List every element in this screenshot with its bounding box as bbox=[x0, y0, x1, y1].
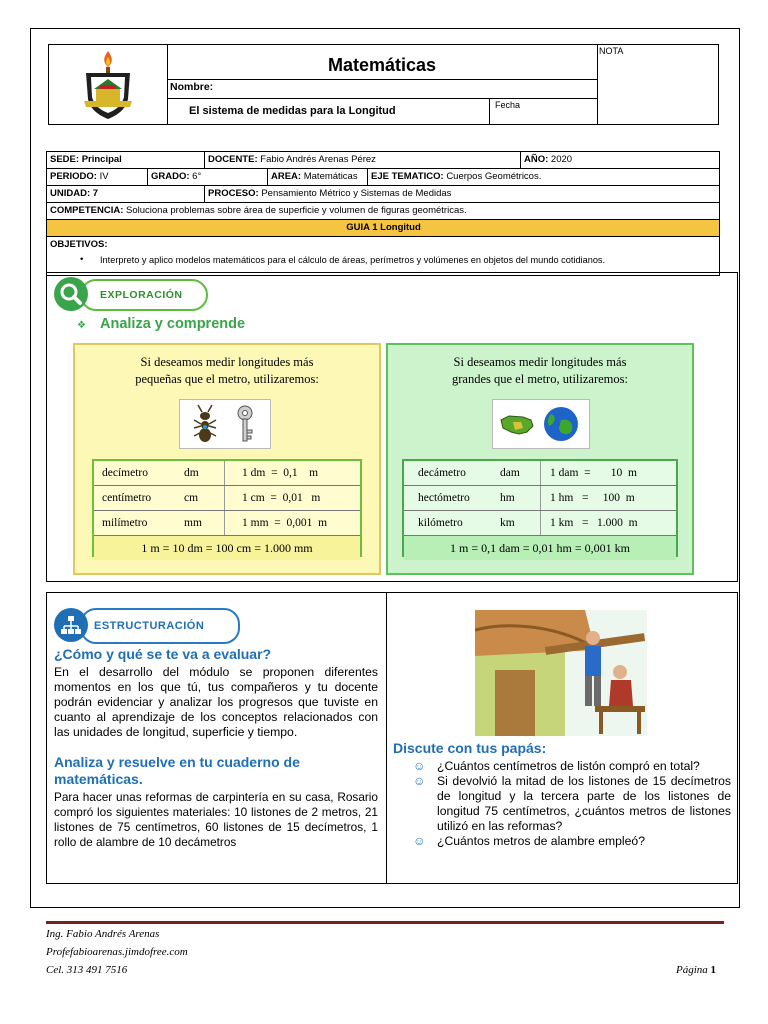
estructuracion-badge bbox=[80, 608, 240, 644]
ano-cell bbox=[520, 152, 720, 168]
competencia-value: Soluciona problemas sobre área de superficie y volumen de figuras geométricas. bbox=[126, 205, 467, 216]
school-crest-logo bbox=[78, 49, 138, 121]
fecha-label: Fecha bbox=[495, 100, 521, 110]
unit-symbol: hm bbox=[500, 492, 515, 504]
ant-icon bbox=[194, 405, 216, 442]
unit-symbol: cm bbox=[184, 492, 199, 504]
small-objects-image bbox=[179, 399, 271, 449]
evaluation-text: En el desarrollo del módulo se proponen diferentes momentos en los que tú, tus compañeros y tu docente podrán evidenciar y analizar los progresos que tuviste en cuanto al aprendizaje de los conceptos relacionados con las unidades de longitud, superficie y tiempo. bbox=[54, 665, 378, 739]
unidad-cell bbox=[47, 186, 204, 202]
divider bbox=[540, 511, 541, 535]
divider bbox=[224, 461, 225, 485]
unidad-value: 7 bbox=[92, 188, 99, 199]
org-chart-glyph bbox=[54, 608, 88, 642]
proceso-cell bbox=[204, 186, 720, 202]
unit-equivalence: 1 km = 1.000 m bbox=[550, 517, 638, 529]
evaluation-heading: ¿Cómo y qué se te va a evaluar? bbox=[54, 646, 272, 662]
guia-row bbox=[47, 220, 719, 237]
info-row bbox=[47, 186, 719, 203]
smiley-icon: ☺ bbox=[413, 759, 426, 773]
periodo-value: IV bbox=[99, 171, 109, 182]
periodo-cell bbox=[47, 169, 147, 185]
area-value: Matemáticas bbox=[303, 171, 358, 182]
unit-name: kilómetro bbox=[418, 517, 463, 529]
carpenters-picture bbox=[475, 610, 647, 736]
divider bbox=[386, 593, 387, 883]
task-heading: Analiza y resuelve en tu cuaderno de matemáticas. bbox=[54, 754, 300, 787]
ano-value: 2020 bbox=[550, 154, 573, 165]
divider bbox=[167, 98, 597, 99]
questions-list bbox=[413, 759, 731, 849]
divider bbox=[224, 511, 225, 535]
smiley-icon: ☺ bbox=[413, 774, 426, 788]
multiples-total: 1 m = 0,1 dam = 0,01 hm = 0,001 km bbox=[404, 536, 676, 560]
task-text: Para hacer unas reformas de carpintería en su casa, Rosario compró los siguientes materiales: 10 listones de 2 metros, 21 listones de 75 centímetros, 60 listones de 15 decímetros, 1 rollo de alambre de 10 decámetros bbox=[54, 790, 378, 849]
unit-symbol: dm bbox=[184, 467, 199, 479]
org-chart-icon bbox=[54, 608, 88, 642]
periodo-label: PERIODO: bbox=[50, 171, 97, 182]
area-label: AREA: bbox=[271, 171, 302, 182]
divider bbox=[540, 486, 541, 510]
multiples-intro-1: Si deseamos medir longitudes más bbox=[453, 355, 627, 369]
submultiples-intro-1: Si deseamos medir longitudes más bbox=[140, 355, 314, 369]
docente-label: DOCENTE: bbox=[208, 154, 258, 165]
nota-label: NOTA bbox=[599, 46, 624, 56]
diamond-bullet-icon: ❖ bbox=[77, 320, 86, 331]
question-item bbox=[413, 834, 731, 849]
divider bbox=[224, 486, 225, 510]
divider bbox=[540, 461, 541, 485]
course-info-table bbox=[46, 151, 720, 276]
unit-name: milímetro bbox=[102, 517, 148, 529]
divider bbox=[167, 79, 597, 80]
exploracion-badge bbox=[80, 279, 208, 311]
docente-value: Fabio Andrés Arenas Pérez bbox=[260, 154, 376, 165]
eje-cell bbox=[367, 169, 720, 185]
exploracion-badge-label: EXPLORACIÓN bbox=[100, 289, 183, 301]
submultiples-table bbox=[92, 459, 362, 557]
page-number: 1 bbox=[710, 964, 717, 976]
ano-label: AÑO: bbox=[524, 154, 549, 165]
ant-key-picture bbox=[180, 400, 270, 448]
grado-cell bbox=[147, 169, 267, 185]
unit-row bbox=[404, 486, 676, 511]
unit-equivalence: 1 mm = 0,001 m bbox=[242, 517, 328, 529]
submultiples-intro-2: pequeñas que el metro, utilizaremos: bbox=[135, 372, 319, 386]
info-row bbox=[47, 203, 719, 220]
globe-icon bbox=[544, 407, 578, 441]
unit-symbol: mm bbox=[184, 517, 202, 529]
competencia-label: COMPETENCIA: bbox=[50, 205, 124, 216]
unit-row bbox=[94, 486, 360, 511]
footer-author: Ing. Fabio Andrés Arenas bbox=[46, 928, 160, 940]
unidad-label: UNIDAD: bbox=[50, 188, 91, 199]
info-row bbox=[47, 152, 719, 169]
unit-name: hectómetro bbox=[418, 492, 470, 504]
eje-value: Cuerpos Geométricos. bbox=[446, 171, 542, 182]
footer-phone: Cel. 313 491 7516 bbox=[46, 964, 128, 976]
estructuracion-badge-label: ESTRUCTURACIÓN bbox=[94, 620, 205, 632]
footer-divider bbox=[46, 921, 724, 924]
map-globe-picture bbox=[493, 400, 589, 448]
country-map-icon bbox=[501, 416, 533, 434]
info-row bbox=[47, 169, 719, 186]
bullet-icon: • bbox=[80, 254, 84, 265]
guia-title: GUIA 1 Longitud bbox=[346, 222, 421, 233]
area-cell bbox=[267, 169, 367, 185]
unit-equivalence: 1 dm = 0,1 m bbox=[242, 467, 319, 479]
unit-name: decímetro bbox=[102, 467, 148, 479]
question-text: Si devolvió la mitad de los listones de 15 decímetros de longitud y la tercera parte de los listones de longitud 75 centímetros, ¿cuántos metros de listones utilizó en las reformas? bbox=[437, 774, 731, 833]
question-item bbox=[413, 774, 731, 834]
unit-equivalence: 1 cm = 0,01 m bbox=[242, 492, 321, 504]
unit-row bbox=[404, 461, 676, 486]
divider bbox=[489, 98, 490, 124]
objetivos-label: OBJETIVOS: bbox=[50, 239, 108, 250]
carpenters-illustration bbox=[475, 610, 647, 736]
magnifier-icon bbox=[54, 277, 88, 311]
objetivo-item: Interpreto y aplico modelos matemáticos para el cálculo de áreas, perímetros y volúmenes en objetos del mundo cotidianos. bbox=[100, 255, 606, 265]
multiples-intro-2: grandes que el metro, utilizaremos: bbox=[452, 372, 628, 386]
unit-name: centímetro bbox=[102, 492, 152, 504]
logo-cell bbox=[49, 45, 168, 124]
unit-symbol: dam bbox=[500, 467, 520, 479]
submultiples-total: 1 m = 10 dm = 100 cm = 1.000 mm bbox=[94, 536, 360, 560]
large-objects-image bbox=[492, 399, 590, 449]
magnifier-glyph bbox=[54, 277, 88, 311]
unit-equivalence: 1 dam = 10 m bbox=[550, 467, 637, 479]
multiples-table bbox=[402, 459, 678, 557]
sede-value: Principal bbox=[81, 154, 122, 165]
key-icon bbox=[238, 406, 252, 441]
unit-equivalence: 1 hm = 100 m bbox=[550, 492, 635, 504]
multiples-box bbox=[386, 343, 694, 575]
grado-label: GRADO: bbox=[151, 171, 190, 182]
discuss-heading: Discute con tus papás: bbox=[393, 740, 547, 756]
proceso-value: Pensamiento Métrico y Sistemas de Medidas bbox=[261, 188, 452, 199]
unit-row bbox=[94, 511, 360, 536]
objetivos-row bbox=[47, 237, 719, 275]
nombre-label: Nombre: bbox=[170, 81, 214, 93]
divider bbox=[597, 45, 598, 124]
proceso-label: PROCESO: bbox=[208, 188, 259, 199]
question-text: ¿Cuántos centímetros de listón compró en total? bbox=[437, 759, 700, 773]
grado-value: 6° bbox=[192, 171, 202, 182]
competencia-cell bbox=[47, 203, 720, 219]
question-item bbox=[413, 759, 731, 774]
exploracion-heading: Analiza y comprende bbox=[100, 316, 246, 332]
docente-cell bbox=[204, 152, 520, 168]
header-table bbox=[48, 44, 719, 125]
smiley-icon: ☺ bbox=[413, 834, 426, 848]
sede-label: SEDE: bbox=[50, 154, 80, 165]
submultiples-box bbox=[73, 343, 381, 575]
page-label: Página bbox=[676, 964, 708, 976]
question-text: ¿Cuántos metros de alambre empleó? bbox=[437, 834, 645, 848]
unit-name: decámetro bbox=[418, 467, 466, 479]
page-title: Matemáticas bbox=[327, 55, 437, 75]
page-subtitle: El sistema de medidas para la Longitud bbox=[189, 105, 396, 117]
unit-symbol: km bbox=[500, 517, 515, 529]
unit-row bbox=[404, 511, 676, 536]
sede-cell bbox=[47, 152, 204, 168]
unit-row bbox=[94, 461, 360, 486]
footer-page bbox=[676, 964, 716, 976]
footer-website: Profefabioarenas.jimdofree.com bbox=[46, 946, 188, 958]
eje-label: EJE TEMATICO: bbox=[371, 171, 444, 182]
